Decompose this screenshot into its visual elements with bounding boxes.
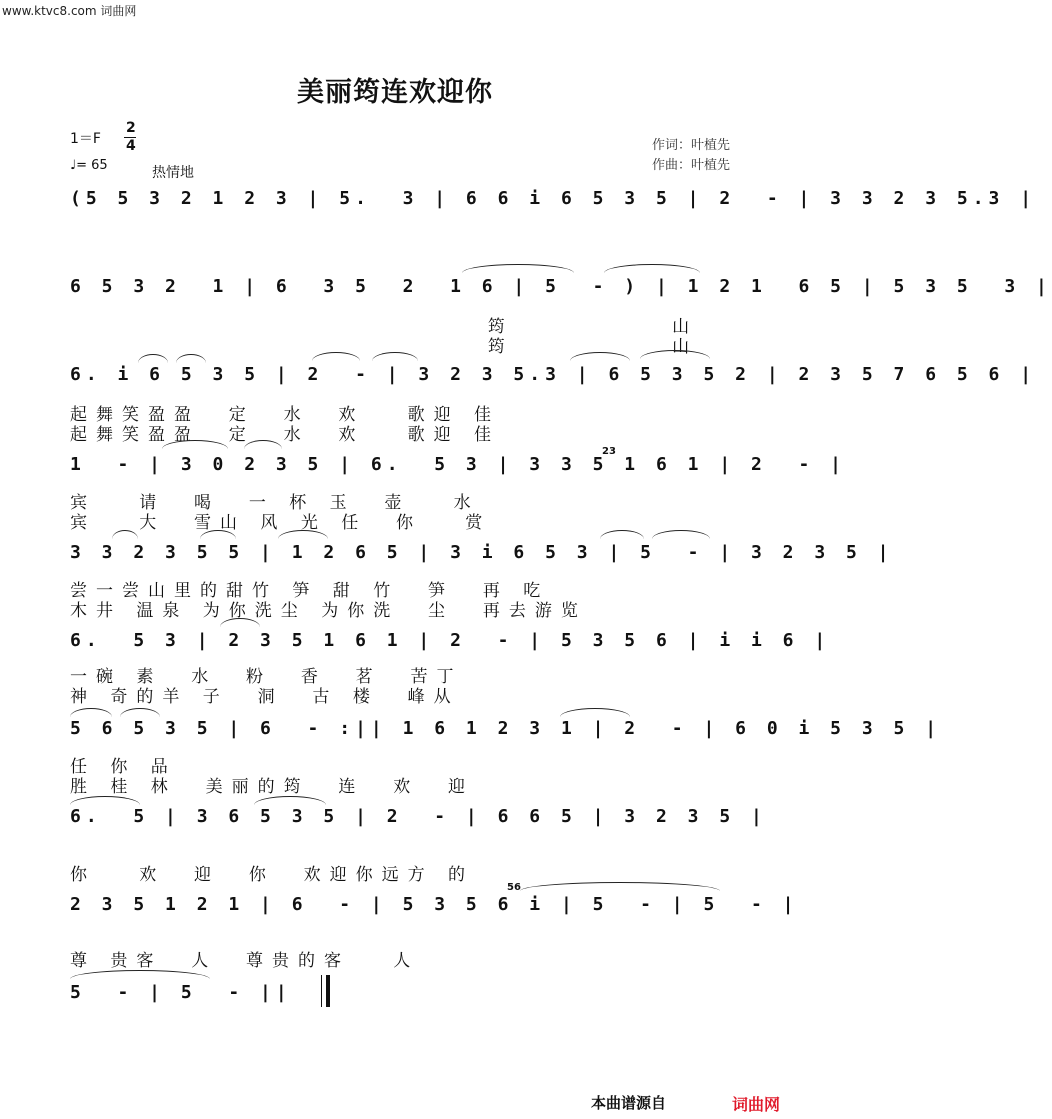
notation-row-2: 6 5 3 2 1 | 6 3 5 2 1 6 | 5 - ) | 1 2 1 6 5 | 5 3 5 3 | xyxy=(70,276,1052,297)
lyric-row-9: 尊 贵客 人 尊贵的客 人 xyxy=(70,951,420,971)
lyric-row-5-verse-1: 尝一尝山里的甜竹 笋 甜 竹 笋 再 吃 xyxy=(70,581,550,601)
lyric-row-7-verse-2: 胜 桂 林 美丽的筠 连 欢 迎 xyxy=(70,777,475,797)
slur xyxy=(120,708,160,717)
grace-note-2: 56 xyxy=(507,882,521,893)
tie xyxy=(520,882,720,891)
notation-row-5: 3 3 2 3 5 5 | 1 2 6 5 | 3 i 6 5 3 | 5 - | 3 2 3 5 | xyxy=(70,542,894,563)
song-title: 美丽筠连欢迎你 xyxy=(297,77,493,108)
notation-row-3: 6. i 6 5 3 5 | 2 - | 3 2 3 5.3 | 6 5 3 5 2 | 2 3 5 7 6 5 6 | xyxy=(70,364,1037,385)
site-url: www.ktvc8.com 词曲网 xyxy=(2,4,137,18)
slur xyxy=(640,350,710,359)
slur xyxy=(600,530,644,539)
source-note: 本曲谱源自 xyxy=(590,1094,666,1112)
lyric-row-5-verse-2: 木井 温泉 为你洗尘 为你洗 尘 再去游览 xyxy=(70,601,587,621)
mood-marking: 热情地 xyxy=(152,165,194,181)
lyric-row-4-verse-2: 宾 大 雪山 风 光 任 你 赏 xyxy=(70,513,492,533)
tempo-marking: ♩= 65 xyxy=(70,158,108,173)
lyric-row-6-verse-1: 一碗 素 水 粉 香 茗 苦丁 xyxy=(70,667,463,687)
time-signature-bottom: 4 xyxy=(126,138,136,154)
grace-note-1: 23 xyxy=(602,446,616,457)
tie xyxy=(70,970,210,979)
notation-row-9: 2 3 5 1 2 1 | 6 - | 5 3 5 6 i | 5 - | 5 - | xyxy=(70,894,799,915)
lyricist-credit: 作词：叶植先 xyxy=(651,138,730,153)
notation-row-8: 6. 5 | 3 6 5 3 5 | 2 - | 6 6 5 | 3 2 3 5 | xyxy=(70,806,767,827)
time-signature-top: 2 xyxy=(126,120,136,136)
slur xyxy=(70,796,140,805)
lyric-row-7-verse-1: 任 你 品 xyxy=(70,757,177,777)
slur xyxy=(254,796,326,805)
lyric-row-2-verse-2: 筠 山 xyxy=(70,337,699,357)
notation-row-4: 1 - | 3 0 2 3 5 | 6. 5 3 | 3 3 5 1 6 1 | 2 - | xyxy=(70,454,847,475)
slur xyxy=(70,708,112,717)
lyric-row-2-verse-1: 筠 山 xyxy=(70,317,699,337)
slur xyxy=(560,708,630,717)
slur xyxy=(652,530,710,539)
lyric-row-3-verse-1: 起舞笑盈盈 定 水 欢 歌迎 佳 xyxy=(70,405,501,425)
lyric-row-4-verse-1: 宾 请 喝 一 杯 玉 壶 水 xyxy=(70,493,480,513)
site-logo[interactable]: 词曲网 xyxy=(731,1095,780,1114)
key-signature: 1＝F xyxy=(70,131,101,147)
notation-row-7: 5 6 5 3 5 | 6 - :|| 1 6 1 2 3 1 | 2 - | 6 0 i 5 3 5 | xyxy=(70,718,942,739)
lyric-row-3-verse-2: 起舞笑盈盈 定 水 欢 歌迎 佳 xyxy=(70,425,501,445)
lyric-row-6-verse-2: 神 奇的羊 子 洞 古 楼 峰从 xyxy=(70,687,460,707)
final-barline-thin xyxy=(321,975,322,1007)
notation-row-6: 6. 5 3 | 2 3 5 1 6 1 | 2 - | 5 3 5 6 | i i 6 | xyxy=(70,630,831,651)
final-barline-thick xyxy=(326,975,330,1007)
notation-row-10: 5 - | 5 - || xyxy=(70,982,292,1003)
notation-row-1: (5 5 3 2 1 2 3 | 5. 3 | 6 6 i 6 5 3 5 | 2 - | 3 3 2 3 5.3 | xyxy=(70,188,1037,209)
lyric-row-8: 你 欢 迎 你 欢迎你远方 的 xyxy=(70,865,475,885)
slur xyxy=(604,264,700,273)
composer-credit: 作曲：叶植先 xyxy=(651,158,730,173)
slur xyxy=(462,264,574,273)
